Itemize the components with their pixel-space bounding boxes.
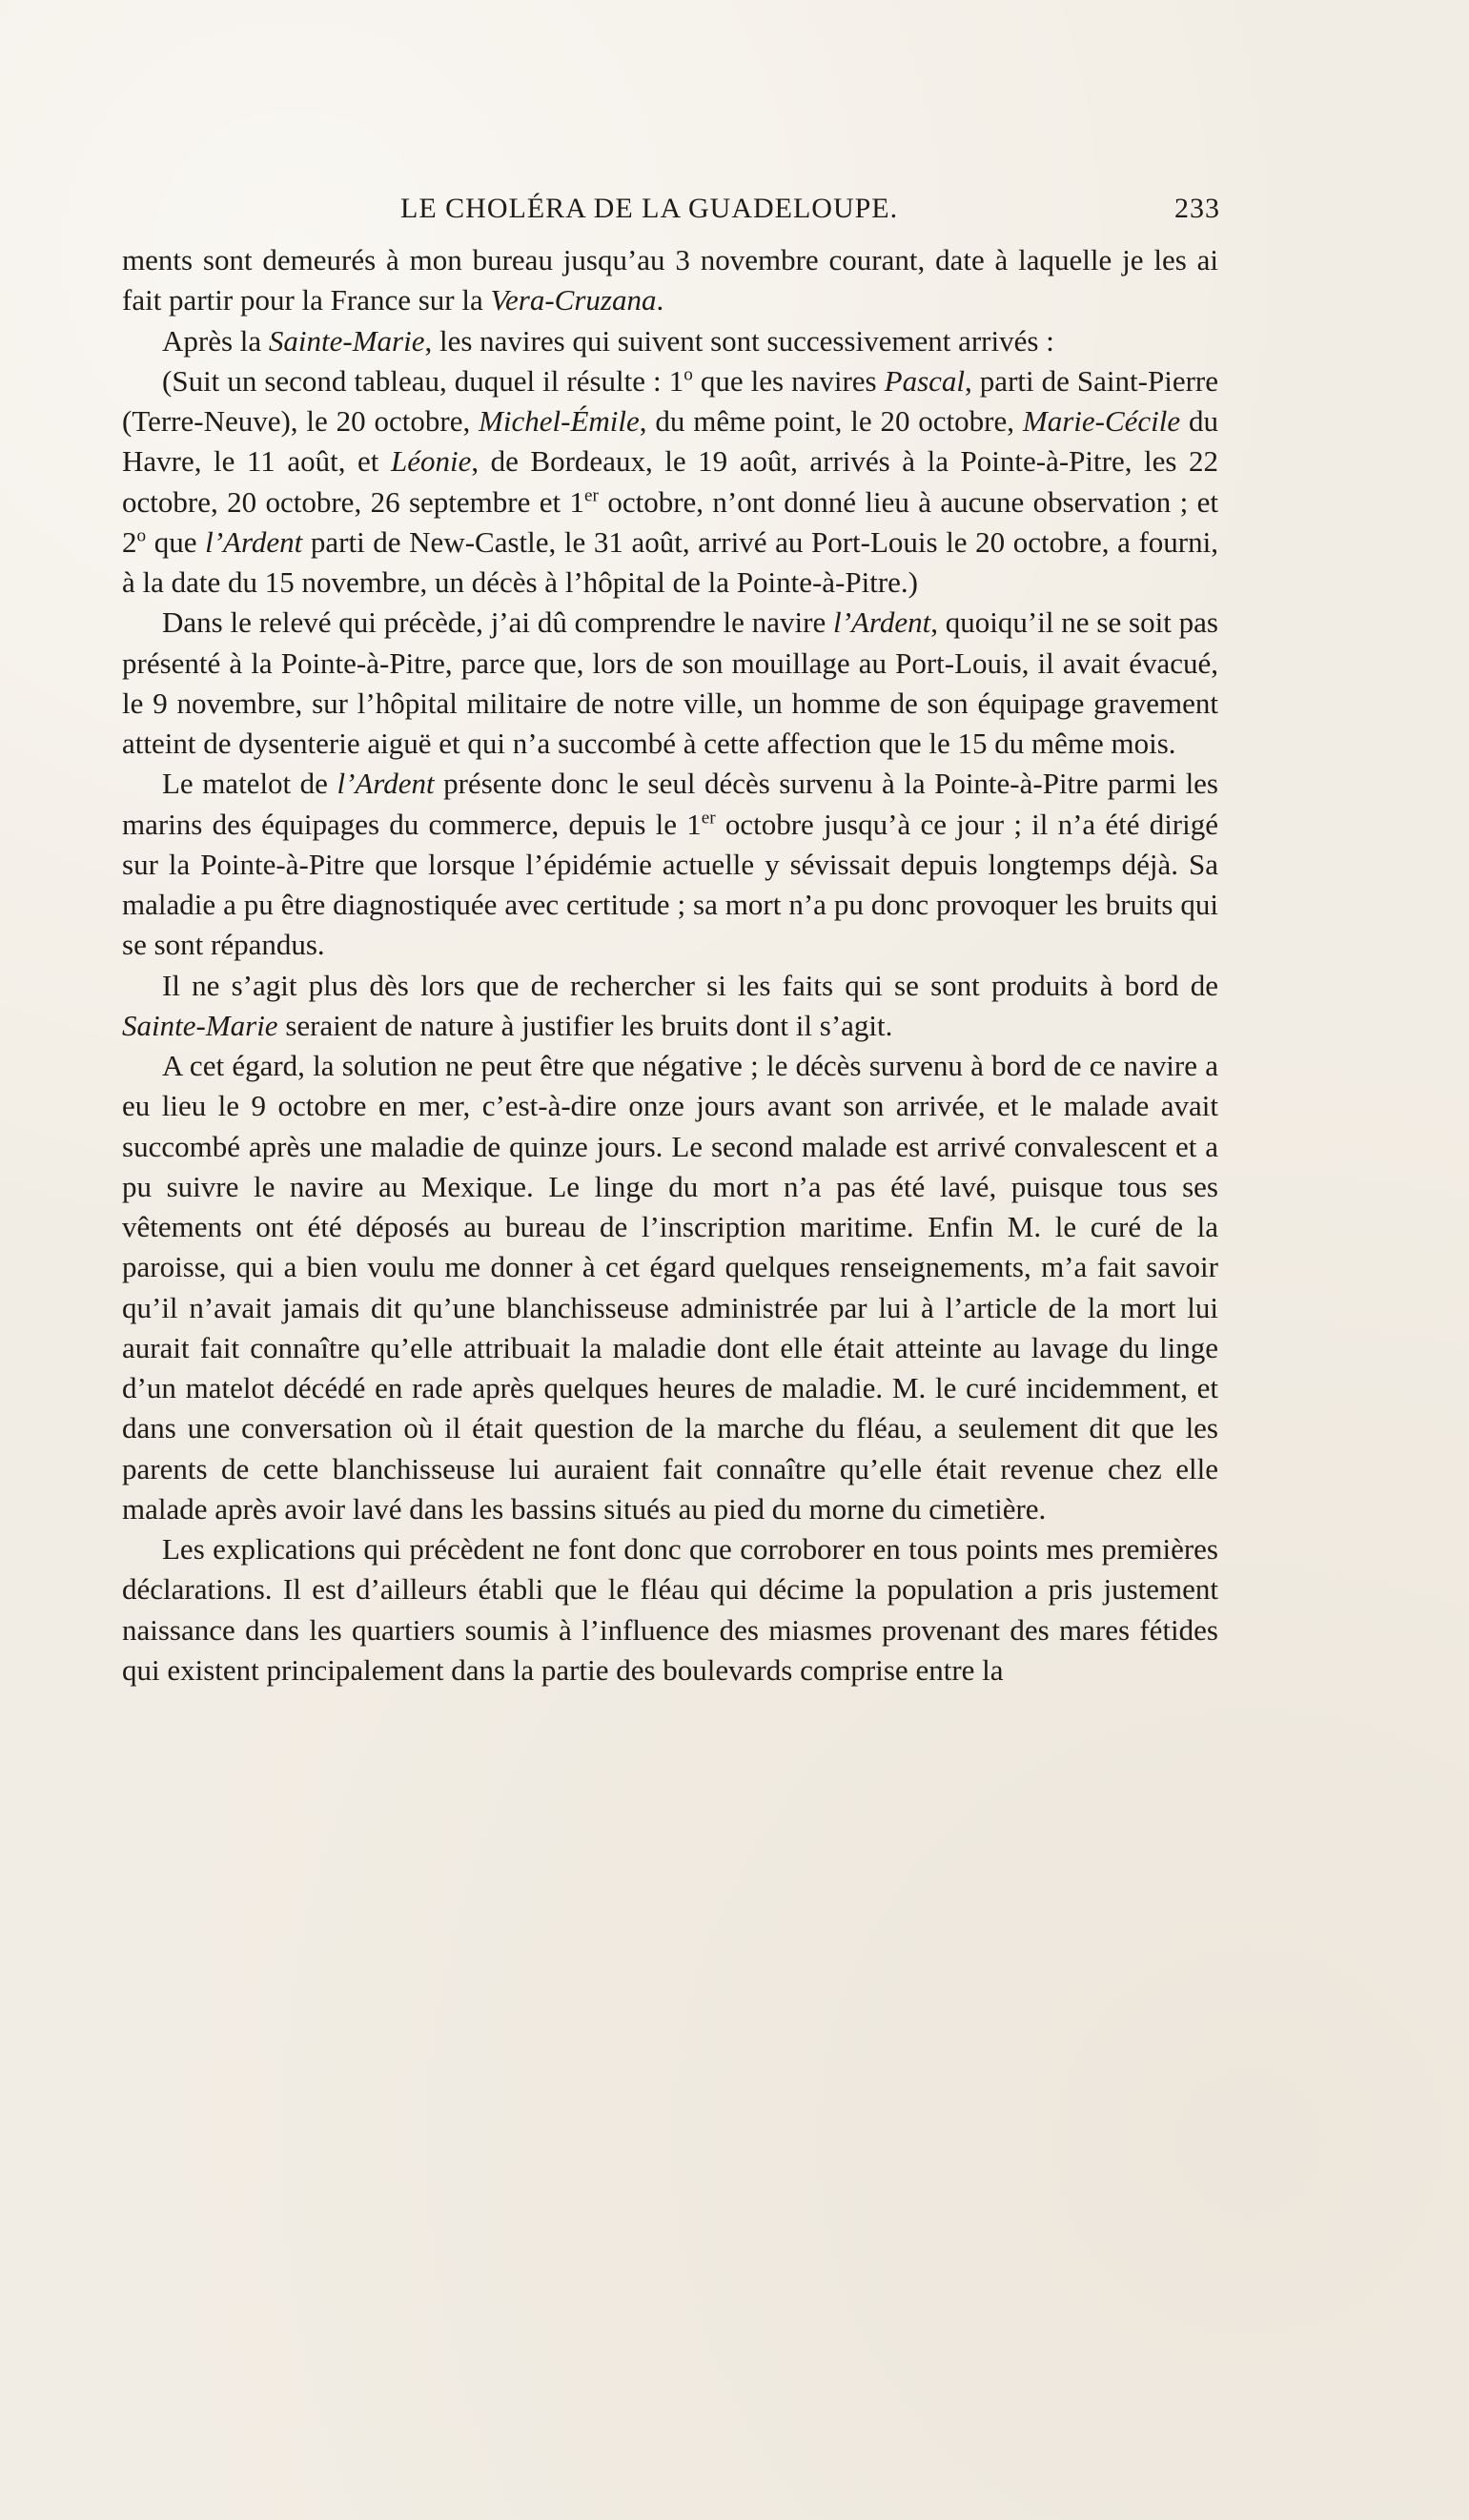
text-run: ments sont demeurés à mon bureau jusqu’au 3 novembre courant, date à laquelle je les ai fait partir pour la France sur la: [122, 243, 1218, 318]
text-run: .: [656, 283, 664, 318]
superscript-text: er: [701, 808, 716, 829]
text-run: octobre, n’ont donné lieu à aucune observation ; et 2: [122, 484, 1218, 559]
text-run: Le matelot de: [162, 767, 337, 801]
text-run: que: [146, 524, 206, 559]
text-run: octobre jusqu’à ce jour ; il n’a été dirigé sur la Pointe-à-Pitre que lorsque l’épidémie actuelle y sévissait depuis longtemps déjà. Sa maladie a pu être diagnostiquée avec certitude ; sa mort n’a pu donc provoquer les bruits qui se sont répandus.: [122, 807, 1218, 962]
text-run: parti de New-Castle, le 31 août, arrivé au Port-Louis le 20 octobre, a fourni, à la date du 15 novembre, un décès à l’hôpital de la Pointe-à-Pitre.): [122, 524, 1218, 599]
italic-text: l’Ardent: [205, 524, 303, 559]
paragraph-2: [122, 321, 1218, 361]
paragraph-3: [122, 361, 1218, 604]
text-run: A cet égard, la solution ne peut être que négative ; le décès survenu à bord de ce navire a eu lieu le 9 octobre en mer, c’est-à-dire onze jours avant son arrivée, et le malade avait succombé après une maladie de quinze jours. Le second malade est arrivé convalescent et a pu suivre le navire au Mexique. Le linge du mort n’a pas été lavé, puisque tous ses vêtements ont été déposés au bureau de l’inscription maritime. Enfin M. le curé de la paroisse, qui a bien voulu me donner à cet égard quelques renseignements, m’a fait savoir qu’il n’avait jamais dit qu’une blanchisseuse administrée par lui à l’article de la mort lui aurait fait connaître qu’elle attribuait la maladie dont elle était atteinte au lavage du linge d’un matelot décédé en rade après quelques heures de maladie. M. le curé incidemment, et dans une conversation où il était question de la marche du fléau, a seulement dit que les parents de cette blanchisseuse lui auraient fait connaître qu’elle était revenue chez elle malade après avoir lavé dans les bassins situés au pied du morne du cimetière.: [122, 1049, 1218, 1526]
italic-text: Léonie: [390, 444, 472, 479]
paragraph-4: [122, 603, 1218, 764]
body-text: [122, 240, 1218, 1690]
text-run: du Havre, le 11 août, et: [122, 404, 1219, 479]
superscript-text: o: [683, 364, 693, 385]
paragraph-6: [122, 966, 1218, 1047]
italic-text: Pascal: [884, 363, 966, 398]
italic-text: l’Ardent: [833, 605, 931, 640]
superscript-text: er: [584, 485, 599, 506]
text-run: (Suit un second tableau, duquel il résulte : 1: [162, 363, 684, 398]
superscript-text: o: [136, 525, 147, 546]
paragraph-7: [122, 1046, 1218, 1529]
italic-text: Marie-Cécile: [1022, 404, 1181, 438]
page-header: [124, 193, 1220, 231]
text-run: que les navires: [692, 363, 885, 398]
italic-text: Michel-Émile: [479, 404, 640, 438]
text-run: Il ne s’agit plus dès lors que de rechercher si les faits qui se sont produits à bord de: [162, 968, 1218, 1002]
paragraph-5: [122, 764, 1218, 965]
text-run: Après la: [162, 323, 269, 358]
text-run: Les explications qui précèdent ne font donc que corroborer en tous points mes premières déclarations. Il est d’ailleurs établi que le fléau qui décime la population a pris justement naissance dans les quartiers soumis à l’influence des miasmes provenant des mares fétides qui existent principalement dans la partie des boulevards comprise entre la: [122, 1532, 1218, 1687]
text-run: , les navires qui suivent sont successivement arrivés :: [424, 323, 1054, 358]
text-run: , quoiqu’il ne se soit pas présenté à la Pointe-à-Pitre, parce que, lors de son mouillage au Port-Louis, il avait évacué, le 9 novembre, sur l’hôpital militaire de notre ville, un homme de son équipage gravement atteint de dysenterie aiguë et qui n’a succombé à cette affection que le 15 du même mois.: [122, 605, 1218, 760]
text-run: Dans le relevé qui précède, j’ai dû comprendre le navire: [162, 605, 834, 640]
text-run: seraient de nature à justifier les bruits dont il s’agit.: [277, 1008, 893, 1042]
paragraph-1: [122, 240, 1218, 321]
text-run: , du même point, le 20 octobre,: [639, 404, 1023, 438]
italic-text: Vera-Cruzana: [490, 283, 657, 318]
running-title: LE CHOLÉRA DE LA GUADELOUPE.: [400, 193, 899, 224]
text-run: , parti de Saint-Pierre (Terre-Neuve), le 20 octobre,: [122, 363, 1219, 438]
italic-text: Sainte-Marie: [122, 1008, 278, 1042]
italic-text: l’Ardent: [337, 767, 435, 801]
text-run: présente donc le seul décès survenu à la Pointe-à-Pitre parmi les marins des équipages du commerce, depuis le 1: [122, 767, 1218, 841]
page-number: 233: [1174, 193, 1220, 224]
paragraph-8: [122, 1529, 1218, 1690]
italic-text: Sainte-Marie: [268, 323, 425, 358]
text-run: , de Bordeaux, le 19 août, arrivés à la Pointe-à-Pitre, les 22 octobre, 20 octobre, 26 septembre et 1: [122, 444, 1218, 519]
